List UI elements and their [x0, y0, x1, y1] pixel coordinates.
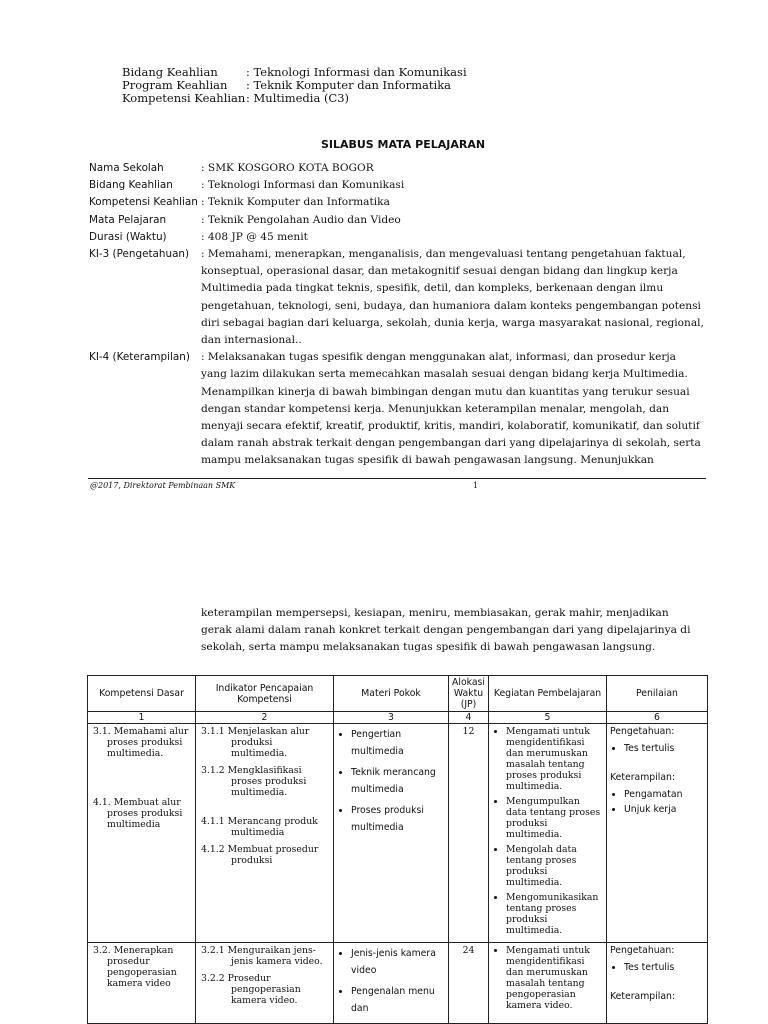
info-label: Mata Pelajaran: [89, 213, 167, 226]
info-row: [89, 194, 709, 211]
materi-list: [337, 726, 445, 836]
info-label: Kompetensi Keahlian: [89, 196, 198, 209]
penilaian-heading: Keterampilan:: [610, 772, 676, 783]
ki3-line: diri sebagai bagian dari keluarga, sekolah, dunia kerja, warga masyarakat nasional, regional,: [201, 316, 704, 329]
penilaian-list: [610, 743, 704, 754]
penilaian-item: • Unjuk kerja: [624, 804, 704, 815]
materi-item: • Proses produksi multimedia: [351, 802, 445, 836]
ki4-line: Menampilkan kinerja di bawah bimbingan dengan mutu dan kuantitas yang terukur sesuai: [201, 385, 690, 398]
page-number: 1: [473, 481, 479, 490]
kd-item: 4.1. Membuat alur proses produksi multimedia: [93, 797, 183, 830]
materi-list: [337, 945, 445, 1017]
header-label: Program Keahlian: [122, 78, 228, 92]
column-header: Penilaian: [607, 676, 708, 712]
ki4-line: dengan standar kompetensi kerja. Menunjukkan keterampilan menalar, mengolah, dan: [201, 402, 670, 415]
indikator-cell: [196, 943, 334, 1024]
continuation-line: keterampilan mempersepsi, kesiapan, meniru, membiasakan, gerak mahir, menjadikan: [201, 607, 669, 619]
info-value: : Teknologi Informasi dan Komunikasi: [201, 179, 405, 192]
kegiatan-item: • Mengumpulkan data tentang proses produksi multimedia.: [506, 796, 603, 840]
column-number: 1: [88, 712, 196, 724]
materi-item: • Jenis-jenis kamera video: [351, 945, 445, 979]
info-value: : SMK KOSGORO KOTA BOGOR: [201, 162, 374, 174]
info-label: Durasi (Waktu): [89, 230, 167, 243]
indikator-item: 4.1.1 Merancang produk multimedia: [201, 816, 318, 838]
ki3-row: [89, 246, 709, 349]
ki3-line: : Memahami, menerapkan, menganalisis, dan mengevaluasi tentang pengetahuan faktual,: [201, 248, 686, 261]
penilaian-heading: Pengetahuan:: [610, 945, 675, 956]
penilaian-item: • Tes tertulis: [624, 743, 704, 754]
footer-copyright: @2017, Direktorat Pembinaan SMK: [90, 481, 236, 490]
document-header: [122, 66, 522, 108]
penilaian-cell: [607, 943, 708, 1024]
kompetensi-dasar-cell: [88, 724, 196, 943]
kompetensi-dasar-cell: [88, 943, 196, 1024]
info-row: [89, 177, 709, 194]
info-row: [89, 229, 709, 246]
ki3-line: pengetahuan, teknologi, seni, budaya, dan humaniora dalam konteks pengembangan potensi: [201, 299, 701, 312]
column-header: Materi Pokok: [334, 676, 449, 712]
ki3-line: Multimedia pada tingkat teknis, spesifik, detil, dan kompleks, berkenaan dengan ilmu: [201, 282, 664, 295]
column-number: 5: [489, 712, 607, 724]
table-row: [88, 943, 708, 1024]
penilaian-list: [610, 789, 704, 815]
column-header: Alokasi Waktu (JP): [449, 676, 489, 712]
column-header: Kegiatan Pembelajaran: [489, 676, 607, 712]
continuation-line: sekolah, serta mampu melaksanakan tugas spesifik di bawah pengawasan langsung.: [201, 641, 656, 654]
materi-item: • Teknik merancang multimedia: [351, 764, 445, 798]
penilaian-list: [610, 962, 704, 973]
table-header-row: [88, 676, 708, 712]
materi-item: • Pengertian multimedia: [351, 726, 445, 760]
syllabus-table: [87, 675, 708, 1024]
header-label: Kompetensi Keahlian: [122, 91, 246, 105]
kegiatan-list: [492, 945, 603, 1011]
penilaian-item: • Pengamatan: [624, 789, 704, 800]
school-info: [89, 160, 709, 470]
info-value: : 408 JP @ 45 menit: [201, 230, 308, 243]
info-label: Nama Sekolah: [89, 162, 164, 174]
indikator-item: 3.2.2 Prosedur pengoperasian kamera video.: [201, 973, 301, 1006]
info-value: : Teknik Pengolahan Audio dan Video: [201, 213, 401, 226]
kegiatan-item: • Mengomunikasikan tentang proses produksi multimedia.: [506, 892, 603, 936]
info-row: [89, 160, 709, 177]
page-title: SILABUS MATA PELAJARAN: [320, 138, 486, 151]
header-value: : Teknik Komputer dan Informatika: [246, 78, 452, 92]
footer-divider: [88, 478, 706, 479]
kd-item: 3.2. Menerapkan prosedur pengoperasian kamera video: [93, 945, 177, 989]
info-value: : Teknik Komputer dan Informatika: [201, 196, 390, 209]
kd-item: 3.1. Memahami alur proses produksi multimedia.: [93, 726, 189, 759]
info-row: [89, 212, 709, 229]
materi-cell: [334, 724, 449, 943]
kegiatan-cell: [489, 724, 607, 943]
kegiatan-cell: [489, 943, 607, 1024]
ki4-continuation: [201, 605, 711, 657]
materi-cell: [334, 943, 449, 1024]
kegiatan-item: • Mengamati untuk mengidentifikasi dan merumuskan masalah tentang pengoperasian kamera video.: [506, 945, 603, 1011]
column-number: 2: [196, 712, 334, 724]
ki3-line: konseptual, operasional dasar, dan metakognitif sesuai dengan bidang dan lingkup kerja: [201, 265, 678, 278]
kegiatan-list: [492, 726, 603, 936]
column-number: 3: [334, 712, 449, 724]
ki4-label: KI-4 (Keterampilan): [89, 351, 190, 364]
header-value: : Multimedia (C3): [246, 91, 350, 105]
column-header: Indikator Pencapaian Kompetensi: [196, 676, 334, 712]
ki4-line: : Melaksanakan tugas spesifik dengan menggunakan alat, informasi, dan prosedur kerja: [201, 351, 677, 364]
header-label: Bidang Keahlian: [122, 65, 218, 79]
penilaian-heading: Keterampilan:: [610, 991, 676, 1002]
kegiatan-item: • Mengamati untuk mengidentifikasi dan merumuskan masalah tentang proses produksi multimedia.: [506, 726, 603, 792]
alokasi-cell: 12: [449, 724, 489, 943]
ki4-line: menyaji secara efektif, kreatif, produktif, kritis, mandiri, kolaboratif, komunikatif, dan solutif: [201, 420, 700, 433]
header-value: : Teknologi Informasi dan Komunikasi: [246, 65, 467, 79]
ki4-line: yang lazim dilakukan serta memecahkan masalah sesuai dengan bidang kerja Multimedia.: [201, 368, 688, 381]
alokasi-cell: 24: [449, 943, 489, 1024]
column-number-row: [88, 712, 708, 724]
column-number: 4: [449, 712, 489, 724]
ki3-label: KI-3 (Pengetahuan): [89, 248, 190, 261]
ki3-line: dan internasional..: [201, 334, 302, 347]
ki4-line: mampu melaksanakan tugas spesifik di bawah pengawasan langsung. Menunjukkan: [201, 454, 654, 467]
ki4-row: [89, 349, 709, 469]
column-header: Kompetensi Dasar: [88, 676, 196, 712]
column-number: 6: [607, 712, 708, 724]
info-label: Bidang Keahlian: [89, 179, 173, 192]
materi-item: • Pengenalan menu dan: [351, 983, 445, 1017]
penilaian-cell: [607, 724, 708, 943]
kegiatan-item: • Mengolah data tentang proses produksi multimedia.: [506, 844, 603, 888]
penilaian-heading: Pengetahuan:: [610, 726, 675, 737]
indikator-item: 3.1.1 Menjelaskan alur produksi multimedia.: [201, 726, 310, 759]
continuation-line: gerak alami dalam ranah konkret terkait dengan pengembangan dari yang dipelajarinya di: [201, 624, 691, 637]
table-row: [88, 724, 708, 943]
ki4-line: dalam ranah abstrak terkait dengan pengembangan dari yang dipelajarinya di sekolah, serta: [201, 437, 701, 450]
indikator-cell: [196, 724, 334, 943]
penilaian-item: • Tes tertulis: [624, 962, 704, 973]
indikator-item: 4.1.2 Membuat prosedur produksi: [201, 844, 319, 866]
indikator-item: 3.1.2 Mengklasifikasi proses produksi multimedia.: [201, 765, 307, 798]
indikator-item: 3.2.1 Menguraikan jens-jenis kamera video.: [201, 945, 323, 967]
